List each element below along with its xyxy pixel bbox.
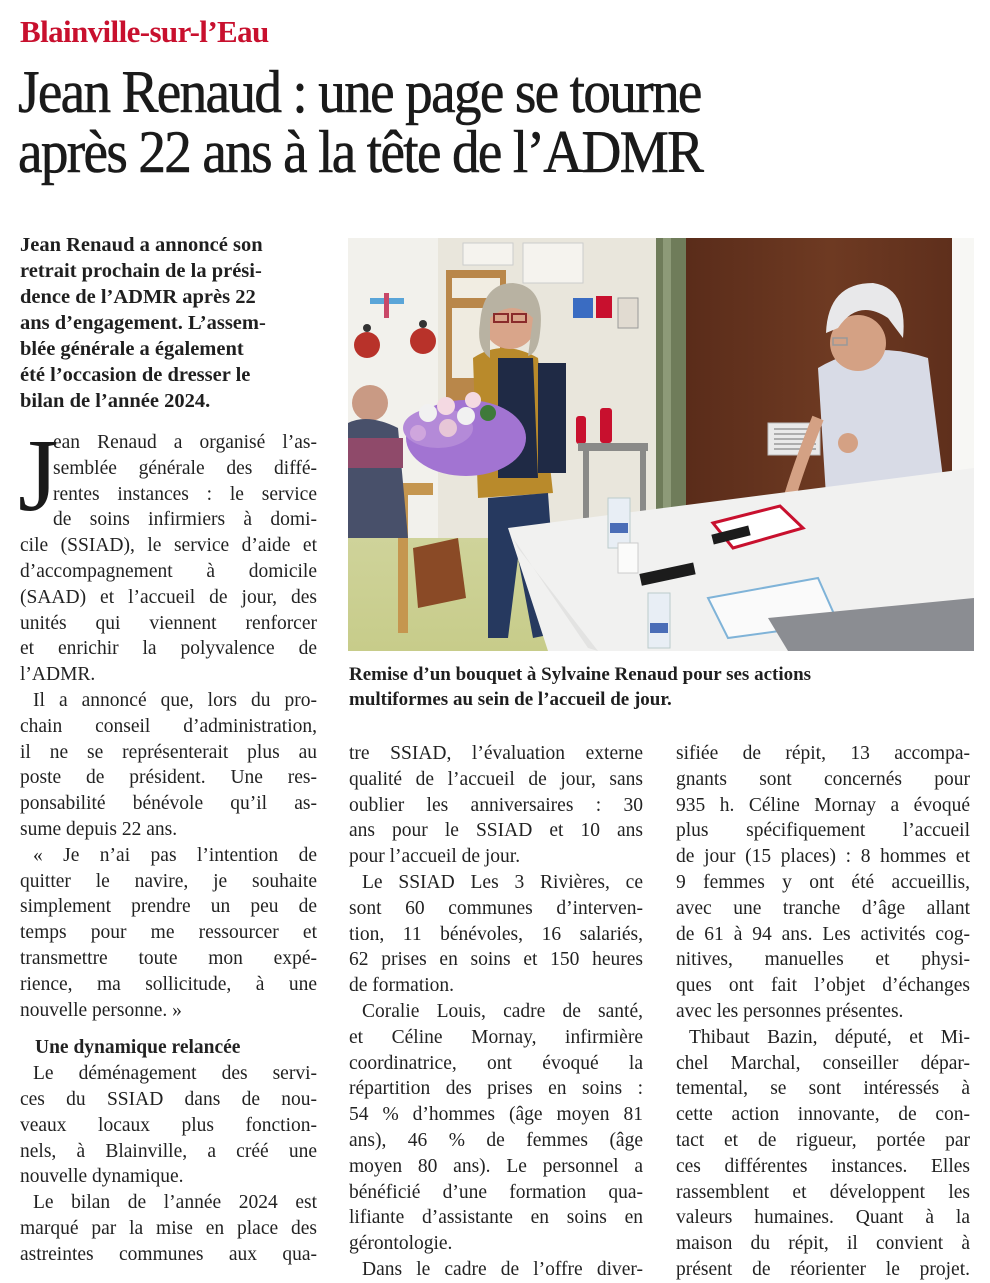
paragraph — [349, 741, 643, 870]
text-line: marqué par la mise en place des — [20, 1217, 317, 1239]
text-line: oublier les anniversaires : 30 — [349, 794, 643, 816]
text-line: et Céline Mornay, infirmière — [349, 1026, 643, 1048]
text-line: ans), 46 % de femmes (âge — [349, 1129, 643, 1151]
text-line: nitives, manuelles et physi- — [676, 949, 970, 971]
text-line: l’ADMR. — [20, 664, 96, 686]
article-column-1 — [18, 418, 317, 1268]
caption-line-2: multiformes au sein de l’accueil de jour. — [349, 689, 672, 710]
lead-line: été l’occasion de dresser le — [20, 364, 251, 386]
text-line: cile (SSIAD), le service d’aide et — [20, 535, 317, 557]
text-line: astreintes communes aux qua- — [20, 1243, 317, 1265]
headline-line-1: Jean Renaud : une page se tourne — [18, 59, 701, 125]
text-line: coordinatrice, ont évoqué la — [349, 1052, 643, 1074]
caption-line-1: Remise d’un bouquet à Sylvaine Renaud pour ses actions — [349, 664, 812, 685]
text-line: nouvelle dynamique. — [20, 1166, 184, 1188]
text-line: Le SSIAD Les 3 Rivières, ce — [362, 871, 643, 893]
text-line: pour l’accueil de jour. — [349, 846, 521, 868]
text-line: rassemblent et développent les — [676, 1181, 970, 1203]
text-line: semblée générale des diffé- — [53, 457, 317, 479]
text-line: 9 femmes y ont été accueillis, — [676, 871, 970, 893]
handbag — [413, 538, 466, 608]
text-line: poste de président. Une res- — [20, 767, 317, 789]
section-kicker: Blainville-sur-l’Eau — [20, 14, 269, 49]
paragraph-dropcap-lines — [20, 430, 317, 533]
text-line: nouvelle personne. » — [20, 999, 182, 1021]
article-lead — [20, 232, 320, 414]
subheading: Une dynamique relancée — [35, 1037, 241, 1059]
paragraph — [676, 741, 970, 1025]
cup — [618, 543, 638, 573]
paragraph — [20, 1061, 317, 1190]
text-line: Coralie Louis, cadre de santé, — [362, 1000, 643, 1022]
lead-line: dence de l’ADMR après 22 — [20, 286, 256, 308]
quote-paragraph — [20, 843, 317, 1024]
text-line: de jour (15 places) : 8 hommes et — [676, 846, 970, 868]
text-line: ponsabilité bénévole qu’il as- — [20, 793, 317, 815]
text-line: moyen 80 ans). Le personnel a — [349, 1155, 643, 1177]
text-line: ques ont fait l’objet d’échanges — [676, 975, 970, 997]
paragraph — [20, 533, 317, 688]
text-line: 935 h. Céline Mornay a évoqué — [676, 794, 970, 816]
text-line: plus spécifiquement l’accueil — [676, 820, 970, 842]
text-line: chel Marchal, conseiller dépar- — [676, 1052, 970, 1074]
text-line: Thibaut Bazin, député, et Mi- — [689, 1026, 970, 1048]
lead-line: bilan de l’année 2024. — [20, 390, 211, 412]
text-line: valeurs humaines. Quant à la — [676, 1207, 970, 1229]
text-line: gérontologie. — [349, 1233, 453, 1255]
text-line: nels, à Blainville, a créé une — [20, 1140, 317, 1162]
text-line: « Je n’ai pas l’intention de — [33, 844, 317, 866]
text-line: et enrichir la polyvalence de — [20, 638, 317, 660]
text-line: bénéficié d’une formation qua- — [349, 1181, 643, 1203]
text-line: chain conseil d’administration, — [20, 715, 317, 737]
text-line: avec les personnes présentes. — [676, 1000, 904, 1022]
text-line: temps pour me ressourcer et — [20, 922, 317, 944]
lead-line: ans d’engagement. L’assem- — [20, 312, 266, 334]
text-line: Le déménagement des servi- — [33, 1063, 317, 1085]
text-line: lifiante d’assistante en soins en — [349, 1207, 643, 1229]
lead-line: retrait prochain de la prési- — [20, 260, 262, 282]
text-line: présent de réorienter le projet. — [676, 1258, 970, 1280]
text-line: ean Renaud a organisé l’as- — [53, 432, 317, 453]
text-line: de 61 à 94 ans. Les activités cog- — [676, 923, 970, 945]
text-line: rience, ma sollicitude, à une — [20, 973, 317, 995]
text-line: Il a annoncé que, lors du pro- — [33, 689, 317, 711]
text-line: Dans le cadre de l’offre diver- — [362, 1258, 643, 1280]
first-paragraph — [18, 418, 317, 533]
text-line: il ne se représenterait plus au — [20, 741, 317, 763]
headline-line-2: après 22 ans à la tête de l’ADMR — [18, 119, 703, 185]
lead-line: Jean Renaud a annoncé son — [20, 234, 263, 256]
text-line: unités qui viennent renforcer — [20, 612, 317, 634]
text-line: qualité de l’accueil de jour, sans — [349, 768, 643, 790]
text-line: tact et de rigueur, portée par — [676, 1129, 970, 1151]
text-line: maison du répit, il convient à — [676, 1233, 970, 1255]
paragraph — [20, 688, 317, 843]
text-line: de soins infirmiers à domi- — [53, 509, 317, 531]
text-line: de formation. — [349, 975, 455, 997]
text-line: simplement prendre un peu de — [20, 896, 317, 918]
text-line: avec une tranche d’âge allant — [676, 897, 970, 919]
photo-illustration — [348, 238, 974, 651]
text-line: sifiée de répit, 13 accompa- — [676, 743, 970, 764]
text-line: ans pour le SSIAD et 10 ans — [349, 820, 643, 842]
text-line: Le bilan de l’année 2024 est — [33, 1192, 317, 1214]
dropcap: J — [18, 418, 59, 533]
fire-extinguisher — [576, 416, 586, 444]
headline — [18, 59, 901, 185]
paragraph — [349, 999, 643, 1257]
paragraph — [20, 1190, 317, 1267]
text-line: quitter le navire, je souhaite — [20, 870, 317, 892]
text-line: rentes instances : le service — [53, 483, 317, 505]
text-line: sont 60 communes d’interven- — [349, 897, 643, 919]
text-line: gnants sont concernés pour — [676, 768, 970, 790]
photo-caption — [349, 662, 969, 712]
text-line: 54 % d’hommes (âge moyen 81 — [349, 1104, 643, 1126]
article-column-3 — [676, 741, 970, 1283]
paragraph — [349, 870, 643, 999]
text-line: tre SSIAD, l’évaluation externe — [349, 743, 643, 764]
text-line: répartition des prises en soins : — [349, 1078, 643, 1100]
paragraph — [349, 1257, 643, 1283]
article-column-2 — [349, 741, 643, 1283]
text-line: ces du SSIAD dans de nou- — [20, 1088, 317, 1110]
text-line: cette action innovante, de con- — [676, 1104, 970, 1126]
text-line: temental, se sont intéressés à — [676, 1078, 970, 1100]
text-line: veaux locaux plus fonction- — [20, 1114, 317, 1136]
text-line: (SAAD) et l’accueil de jour, des — [20, 586, 317, 608]
lead-line: blée générale a également — [20, 338, 244, 360]
article-photo — [348, 238, 974, 651]
text-line: d’accompagnement à domicile — [20, 560, 317, 582]
text-line: transmettre toute mon expé- — [20, 947, 317, 969]
text-line: 62 prises en soins et 150 heures — [349, 949, 643, 971]
paragraph — [676, 1025, 970, 1283]
text-line: tion, 11 bénévoles, 16 salariés, — [349, 923, 643, 945]
text-line: ces différentes instances. Elles — [676, 1155, 970, 1177]
text-line: sume depuis 22 ans. — [20, 818, 178, 840]
